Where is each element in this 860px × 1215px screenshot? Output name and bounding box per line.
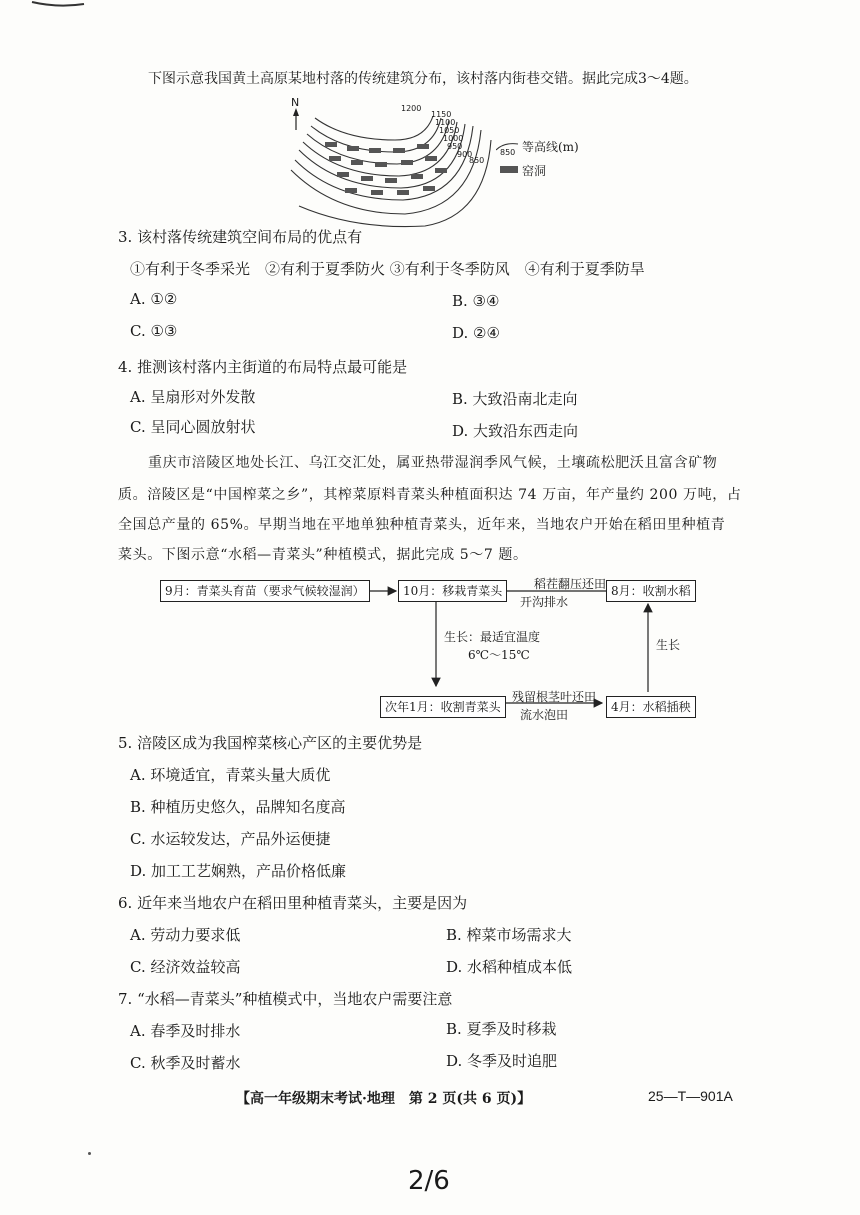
passage-line-3: 全国总产量的 65%。早期当地在平地单独种植青菜头，近年来，当地农户开始在稻田里种植青 <box>118 517 726 533</box>
passage-line-1: 重庆市涪陵区地处长江、乌江交汇处，属亚热带湿润季风气候，土壤疏松肥沃且富含矿物 <box>148 455 718 471</box>
q5-option-a: A. 环境适宜，青菜头量大质优 <box>130 766 331 784</box>
q5-option-c: C. 水运较发达，产品外运便捷 <box>130 830 331 848</box>
flow-step-apr: 4月：水稻插秧 <box>606 696 696 718</box>
cave-icon <box>361 176 373 181</box>
q5-option-b: B. 种植历史悠久，品牌知名度高 <box>130 798 346 816</box>
flow-label-bottom-1: 残留根茎叶还田 <box>512 690 597 704</box>
cave-icon <box>417 144 429 149</box>
q6-option-d: D. 水稻种植成本低 <box>446 958 573 976</box>
q3-option-b: B. ③④ <box>452 292 500 310</box>
q7-option-a: A. 春季及时排水 <box>130 1022 241 1040</box>
contour-label: 1150 <box>431 110 452 119</box>
scan-mark <box>28 0 88 14</box>
flow-step-aug: 8月：收割水稻 <box>606 580 696 602</box>
cave-icon <box>337 172 349 177</box>
q6-stem: 6. 近年来当地农户在稻田里种植青菜头，主要是因为 <box>118 894 468 912</box>
cave-icon <box>325 142 337 147</box>
contour-label: 1000 <box>443 134 464 143</box>
q3-statements: ①有利于冬季采光 ②有利于夏季防火 ③有利于冬季防风 ④有利于夏季防旱 <box>130 260 645 278</box>
q3-option-c: C. ①③ <box>130 322 178 340</box>
flow-label-grow-1: 生长：最适宜温度 <box>444 630 541 644</box>
page-number: 2/6 <box>408 1166 450 1196</box>
q6-option-a: A. 劳动力要求低 <box>130 926 241 944</box>
north-arrow <box>293 108 299 130</box>
cave-icon <box>411 174 423 179</box>
flow-label-bottom-2: 流水泡田 <box>520 708 569 722</box>
north-label: N <box>291 96 300 109</box>
cave-icon <box>371 190 383 195</box>
contour-label: 850 <box>469 156 485 165</box>
q3-option-a: A. ①② <box>130 290 178 308</box>
q7-option-b: B. 夏季及时移栽 <box>446 1020 557 1038</box>
contour-label: 1050 <box>439 126 460 135</box>
intro-text-1: 下图示意我国黄土高原某地村落的传统建筑分布，该村落内街巷交错。据此完成3～4题。 <box>148 71 698 87</box>
page-footer-title: 【高一年级期末考试·地理 第 2 页(共 6 页)】 <box>236 1091 532 1107</box>
flow-label-top-1: 稻茬翻压还田 <box>534 577 607 591</box>
contour-label: 900 <box>457 150 473 159</box>
cave-icon <box>347 146 359 151</box>
contour-label: 1100 <box>435 118 456 127</box>
cave-icon <box>425 156 437 161</box>
contour-label: 950 <box>447 142 463 151</box>
cave-icon <box>351 160 363 165</box>
q5-stem: 5. 涪陵区成为我国榨菜核心产区的主要优势是 <box>118 734 423 752</box>
flow-label-grow-right: 生长 <box>656 638 681 652</box>
legend-contour-label: 等高线(m) <box>522 140 579 154</box>
q4-option-a: A. 呈扇形对外发散 <box>130 388 256 406</box>
q7-option-c: C. 秋季及时蓄水 <box>130 1054 241 1072</box>
q6-option-c: C. 经济效益较高 <box>130 958 241 976</box>
q6-option-b: B. 榨菜市场需求大 <box>446 926 572 944</box>
q3-stem: 3. 该村落传统建筑空间布局的优点有 <box>118 228 363 246</box>
cave-icon <box>385 178 397 183</box>
flow-step-oct: 10月：移栽青菜头 <box>398 580 507 602</box>
q4-option-d: D. 大致沿东西走向 <box>452 422 579 440</box>
flow-step-sep: 9月：青菜头育苗（要求气候较湿润） <box>160 580 370 602</box>
passage-line-2: 质。涪陵区是“中国榨菜之乡”，其榨菜原料青菜头种植面积达 74 万亩，年产量约 200 万吨，占 <box>118 487 742 503</box>
q3-option-d: D. ②④ <box>452 324 500 342</box>
q7-stem: 7. “水稻—青菜头”种植模式中，当地农户需要注意 <box>118 990 453 1008</box>
q4-option-b: B. 大致沿南北走向 <box>452 390 578 408</box>
page-footer-code: 25—T—901A <box>648 1088 733 1104</box>
flow-label-grow-2: 6℃～15℃ <box>468 648 530 662</box>
cave-icon <box>397 190 409 195</box>
q7-option-d: D. 冬季及时追肥 <box>446 1052 558 1070</box>
cave-legend-icon <box>500 166 518 173</box>
contour-lines <box>291 116 491 227</box>
q5-option-d: D. 加工工艺娴熟，产品价格低廉 <box>130 862 347 880</box>
cave-icon <box>393 148 405 153</box>
passage-line-4: 菜头。下图示意“水稻—青菜头”种植模式，据此完成 5～7 题。 <box>118 547 528 563</box>
cave-icon <box>423 186 435 191</box>
cave-icon <box>375 162 387 167</box>
legend-cave-label: 窑洞 <box>522 164 547 178</box>
cave-icon <box>435 168 447 173</box>
q4-option-c: C. 呈同心圆放射状 <box>130 418 256 436</box>
flow-label-top-2: 开沟排水 <box>520 595 569 609</box>
cave-icon <box>345 188 357 193</box>
flow-step-nextjan: 次年1月：收割青菜头 <box>380 696 506 718</box>
scan-dot <box>88 1152 91 1155</box>
cave-icon <box>401 160 413 165</box>
q4-stem: 4. 推测该村落内主街道的布局特点最可能是 <box>118 358 408 376</box>
legend-sample-label: 850 <box>500 148 516 157</box>
cave-icon <box>369 148 381 153</box>
cave-icon <box>329 156 341 161</box>
contour-label: 1200 <box>401 104 422 113</box>
